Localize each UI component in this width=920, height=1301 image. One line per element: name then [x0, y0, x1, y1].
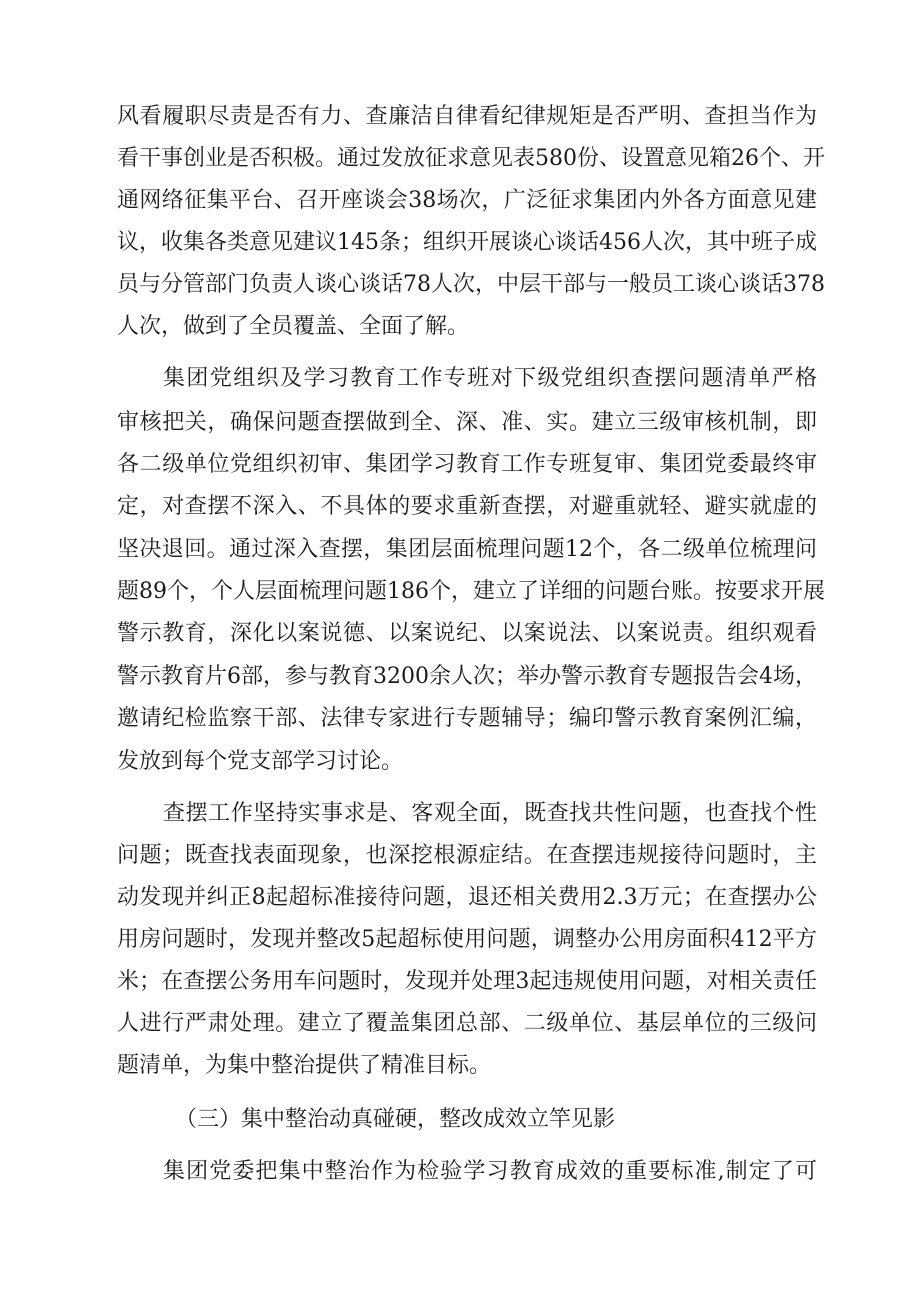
section-heading: （三）集中整治动真碰硬，整改成效立竿见影: [175, 1107, 616, 1132]
text-line: 集团党委把集中整治作为检验学习教育成效的重要标准,制定了可: [163, 1159, 817, 1184]
text-line: 看干事创业是否积极。通过发放征求意见表580份、设置意见箱26个、开: [117, 146, 825, 171]
text-line: 审核把关，确保问题查摆做到全、深、准、实。建立三级审核机制，即: [117, 410, 817, 435]
text-line: 坚决退回。通过深入查摆，集团层面梳理问题12个，各二级单位梳理问: [117, 537, 817, 562]
text-line: 用房问题时，发现并整改5起超标使用问题，调整办公用房面积412平方: [117, 927, 817, 952]
text-line: 发放到每个党支部学习讨论。: [117, 749, 404, 774]
text-line: 邀请纪检监察干部、法律专家进行专题辅导；编印警示教育案例汇编，: [117, 706, 817, 731]
text-line: 题清单，为集中整治提供了精准目标。: [117, 1053, 492, 1078]
text-line: 人次，做到了全员覆盖、全面了解。: [117, 314, 470, 339]
text-line: 人进行严肃处理。建立了覆盖集团总部、二级单位、基层单位的三级问: [117, 1011, 817, 1036]
text-line: 各二级单位党组织初审、集团学习教育工作专班复审、集团党委最终审: [117, 452, 817, 477]
text-line: 警示教育片6部，参与教育3200余人次；举办警示教育专题报告会4场，: [117, 664, 817, 689]
text-line: 议，收集各类意见建议145条；组织开展谈心谈话456人次，其中班子成: [117, 230, 817, 255]
text-line: 问题；既查找表面现象，也深挖根源症结。在查摆违规接待问题时，主: [117, 843, 817, 868]
text-line: 集团党组织及学习教育工作专班对下级党组织查摆问题清单严格: [163, 366, 817, 391]
text-line: 米；在查摆公务用车问题时，发现并处理3起违规使用问题，对相关责任: [117, 969, 817, 994]
text-line: 风看履职尽责是否有力、查廉洁自律看纪律规矩是否严明、查担当作为: [117, 104, 817, 129]
text-line: 通网络征集平台、召开座谈会38场次，广泛征求集团内外各方面意见建: [117, 188, 817, 213]
text-line: 题89个，个人层面梳理问题186个，建立了详细的问题台账。按要求开展: [117, 579, 825, 604]
text-line: 定，对查摆不深入、不具体的要求重新查摆，对避重就轻、避实就虚的: [117, 494, 817, 519]
text-line: 员与分管部门负责人谈心谈话78人次，中层干部与一般员工谈心谈话378: [117, 272, 825, 297]
text-line: 查摆工作坚持实事求是、客观全面，既查找共性问题，也查找个性: [163, 801, 817, 826]
text-line: 动发现并纠正8起超标准接待问题，退还相关费用2.3万元；在查摆办公: [117, 885, 817, 910]
text-line: 警示教育，深化以案说德、以案说纪、以案说法、以案说责。组织观看: [117, 621, 817, 646]
